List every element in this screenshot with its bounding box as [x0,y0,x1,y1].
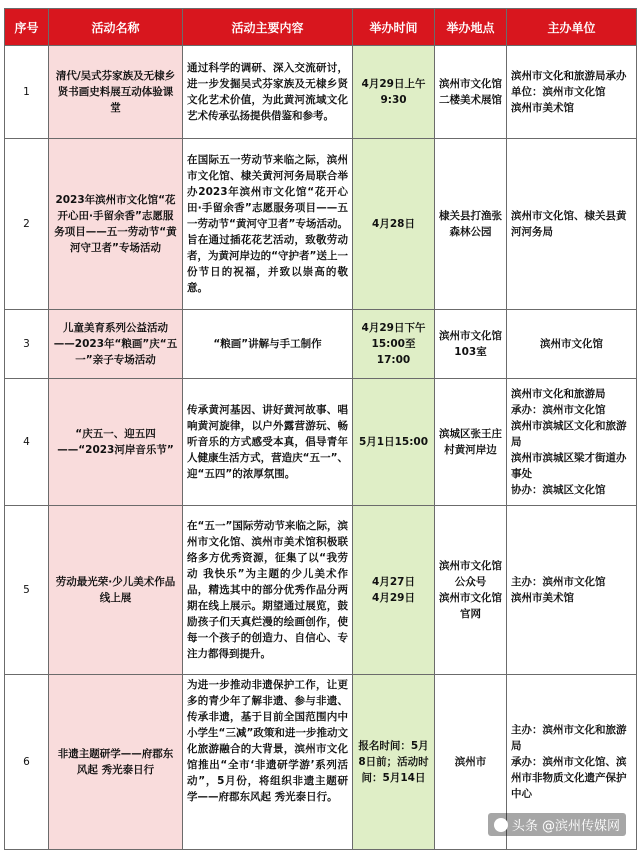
table-row [5,46,637,139]
cell-content: 在“五一”国际劳动节来临之际，滨州市文化馆、滨州市美术馆积极联络多方优秀资源，征集了以“我劳动 我快乐”为主题的少儿美术作品，精选其中的部分优秀作品分两期在线上展示。期望通过展览，鼓励孩子们天真烂漫的绘画创作，使每一个孩子的创造力、自信心、专注力都得到提升。 [183,506,353,675]
table-row [5,310,637,379]
table-row [5,139,637,310]
cell-org: 滨州市文化馆、棣关县黄河河务局 [507,139,637,310]
header-num: 序号 [5,9,49,46]
cell-org: 滨州市文化和旅游局 承办：滨州市文化馆 滨州市滨城区文化和旅游局 滨州市滨城区梁才街道办事处 协办：滨城区文化馆 [507,379,637,506]
cell-num: 5 [5,506,49,675]
cell-place: 滨州市文化馆公众号 滨州市文化馆官网 [435,506,507,675]
cell-content: 传承黄河基因、讲好黄河故事、唱响黄河旋律，以户外露营游玩、畅听音乐的方式感受本真，倡导青年人健康生活方式，营造庆“五一”、迎“五四”的浓厚氛围。 [183,379,353,506]
cell-place: 棣关县打渔张森林公园 [435,139,507,310]
cell-org: 主办：滨州市文化和旅游局 承办：滨州市文化馆、滨州市非物质文化遗产保护中心 [507,675,637,850]
cell-num: 1 [5,46,49,139]
header-time: 举办时间 [353,9,435,46]
cell-time: 4月29日上午9:30 [353,46,435,139]
cell-num: 4 [5,379,49,506]
cell-content: “粮画”讲解与手工制作 [183,310,353,379]
cell-name: 清代/吴式芬家族及无棣乡贤书画史料展互动体验课堂 [49,46,183,139]
cell-content: 在国际五一劳动节来临之际，滨州市文化馆、棣关黄河河务局联合举办2023年滨州市文化馆“花开心田·手留余香”志愿服务项目——五一劳动节“黄河守卫者”专场活动。旨在通过插花花艺活动，致敬劳动者，为黄河岸边的“守护者”送上一份节日的祝福，并致以崇高的敬意。 [183,139,353,310]
cell-org: 滨州市文化和旅游局承办单位：滨州市文化馆 滨州市美术馆 [507,46,637,139]
header-name: 活动名称 [49,9,183,46]
cell-time: 报名时间：5月8日前；活动时间：5月14日 [353,675,435,850]
cell-name: 儿童美育系列公益活动——2023年“粮画”庆“五一”亲子专场活动 [49,310,183,379]
header-place: 举办地点 [435,9,507,46]
cell-time: 4月29日下午15:00至17:00 [353,310,435,379]
cell-time: 5月1日15:00 [353,379,435,506]
cell-place: 滨州市文化馆103室 [435,310,507,379]
cell-content: 为进一步推动非遗保护工作，让更多的青少年了解非遗、参与非遗、传承非遗，基于目前全国范围内中小学生“三减”政策和进一步推动文化旅游融合的大背景，滨州市文化馆推出“全市‘非遗研学游’系列活动”，5月份，将组织非遗主题研学——府郡东风起 秀光泰日行。 [183,675,353,850]
header-row [5,9,637,46]
watermark-text: 头条 @滨州传媒网 [511,819,620,834]
cell-org: 主办：滨州市文化馆 滨州市美术馆 [507,506,637,675]
cell-name: “庆五一、迎五四——“2023河岸音乐节” [49,379,183,506]
cell-time: 4月28日 [353,139,435,310]
cell-org: 滨州市文化馆 [507,310,637,379]
cell-place: 滨州市文化馆二楼美术展馆 [435,46,507,139]
header-org: 主办单位 [507,9,637,46]
watermark-logo-icon [494,818,508,832]
cell-num: 3 [5,310,49,379]
header-content: 活动主要内容 [183,9,353,46]
cell-place: 滨州市 [435,675,507,850]
table-row [5,379,637,506]
cell-name: 劳动最光荣·少儿美术作品线上展 [49,506,183,675]
cell-time: 4月27日 4月29日 [353,506,435,675]
watermark [488,813,626,836]
activity-table [4,8,637,850]
cell-num: 2 [5,139,49,310]
cell-place: 滨城区张王庄村黄河岸边 [435,379,507,506]
cell-num: 6 [5,675,49,850]
cell-name: 2023年滨州市文化馆“花开心田·手留余香”志愿服务项目——五一劳动节“黄河守卫者”专场活动 [49,139,183,310]
cell-name: 非遗主题研学——府郡东风起 秀光泰日行 [49,675,183,850]
cell-content: 通过科学的调研、深入交流研讨，进一步发掘吴式芬家族及无棣乡贤文化艺术价值，为此黄河流域文化艺术传承弘扬提供借鉴和参考。 [183,46,353,139]
table-row [5,506,637,675]
